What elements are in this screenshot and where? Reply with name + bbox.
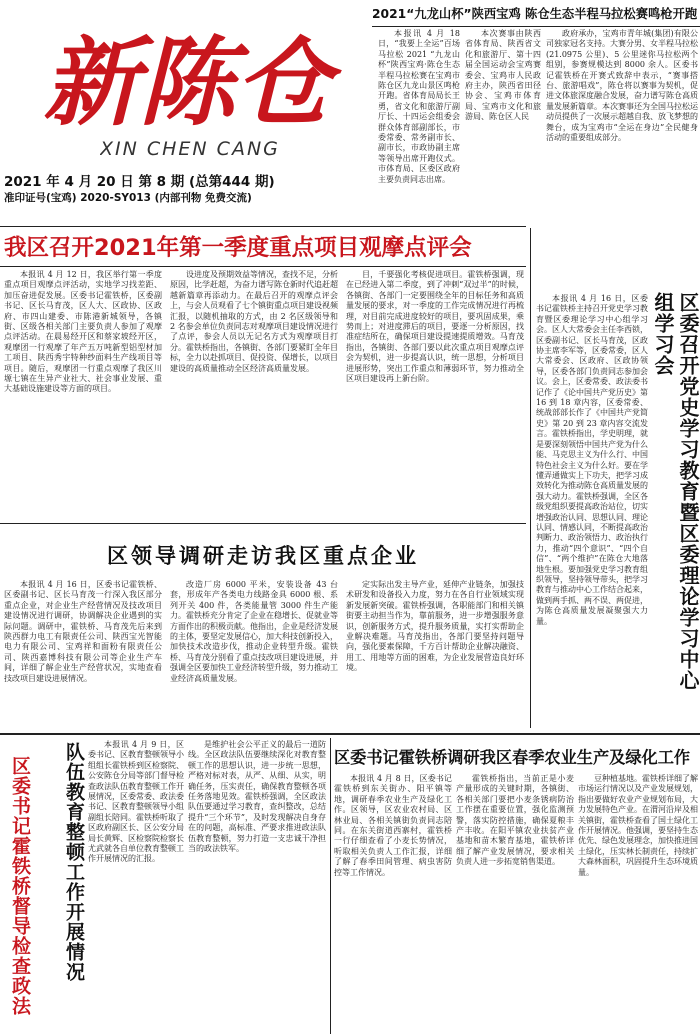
bottom-section-rule xyxy=(0,733,700,735)
farm-story-headline: 区委书记霍铁桥调研我区春季农业生产及绿化工作 xyxy=(334,748,691,767)
left-story-col-2: 是维护社会公平正义的最后一道防线。全区政法队伍要继续深化对教育整顿工作的思想认识，进一步统一思想，严格对标对表，从严、从细、从实，明确任务，压实责任，确保教育整顿各项任务落地见效。霍铁桥强调，全区政法队伍要通过学习教育，查纠整改，总结提升“三个环节”，及时发现解决自身存在的问题，高标准、严要求推进政法队伍教育整顿，努力打造一支忠诚干净担当的政法铁军。 xyxy=(188,740,326,854)
second-story-rule-top xyxy=(0,523,526,524)
right-column-divider xyxy=(530,228,531,728)
top-story-col-1: 本报讯 4 月 18 日，“我要上全运”百场马拉松 2021 “九龙山杯”陕西宝鸡·陈仓生态半程马拉松赛在宝鸡市陈仓区九龙山景区鸣枪开跑。省体育局局长王勇，省文化和旅游厅副厅长、十四运会组委会群众体育部副部长，市委常委、常务副市长、副市长，市政协副主席等领导出席开跑仪式。市体育局、区委区政府主要负责同志出席。 xyxy=(378,29,460,184)
main-headline-rule-top xyxy=(0,226,526,227)
farm-story-col-1: 本报讯 4 月 8 日，区委书记霍铁桥到东关街办、阳平镇等地，调研春季农业生产及绿化工作。区领导，区农业农村局、区林业局、各相关镇街负责同志陪同。在东关街道西寨村，霍铁桥一行仔细查看了小麦长势情况，听取相关负责人工作汇报，详细了解了春季田间管理、病虫害防控等工作情况。 xyxy=(334,774,452,877)
farm-story-divider xyxy=(330,738,331,1034)
main-headline-rule-bottom xyxy=(0,266,526,267)
main-story-headline: 我区召开2021年第一季度重点项目观摩点评会 xyxy=(4,235,472,261)
second-story-col-2: 改造厂房 6000 平米，安装设备 43 台套，形成年产各类电力线路金具 6000 根、系列开关 400 件，各类能量管 3000 件生产能力。霍铁桥充分肯定了企业在稳增长、促就业等方面作出的积极贡献。他指出，企业是经济发展的主体，要坚定发展信心，加大科技创新投入，加快技术改造步伐，推动企业转型升级。霍铁桥、马育茂分别看了重点技改项目建设进展，并强调全区要加快工业经济转型升级，努力推动工业经济高质量发展。 xyxy=(170,580,338,683)
masthead-pinyin: XIN CHEN CANG xyxy=(100,138,280,160)
left-story-headline-b: 队伍教育整顿工作开展情况 xyxy=(63,742,85,982)
left-story-headline-a: 区委书记霍铁桥督导检查政法 xyxy=(9,756,31,1016)
permit-line: 准印证号(宝鸡) 2020-SY013 (内部刊物 免费交流) xyxy=(4,192,252,204)
second-story-headline: 区领导调研走访我区重点企业 xyxy=(107,544,419,568)
masthead-title: 新陈仓 xyxy=(43,26,331,135)
second-story-col-1: 本报讯 4 月 16 日，区委书记霍铁桥、区委副书记、区长马育茂一行深入我区部分重点企业，对企业生产经营情况及技改项目建设情况进行调研，协调解决企业遇到的实际问题。调研中，霍铁桥、马育茂先后来到陕西群力电工有限责任公司、陕西宝光智能电力有限公司、宝鸡祥和面粉有限责任公司、陕西嘉博科技有限公司等企业生产车间，详细了解企业生产经营状况，实地查看技改项目建设进展情况。 xyxy=(4,580,162,683)
top-story-col-2: 本次赛事由陕西省体育局、陕西省文化和旅游厅、第十四届全国运动会宝鸡赛委会、宝鸡市人民政府主办，陕西省田径协会、宝鸡市体育局、宝鸡市文化和旅游局、陈仓区人民 xyxy=(465,29,541,122)
farm-story-col-2: 霍铁桥指出，当前正是小麦产量形成的关键时期，各镇街、各相关部门要把小麦条锈病防治工作摆在重要位置，强化监测预警，落实防控措施，确保夏粮丰产丰收。在阳平镇农业扶贫产业基地和苗木繁育基地，霍铁桥详细了解产业发展情况，要求相关负责人进一步拓宽销售渠道。 xyxy=(456,774,574,867)
main-story-col-1: 本报讯 4 月 12 日，我区举行第一季度重点项目观摩点评活动，实地学习找差距、加压奋进促发展。区委书记霍铁桥，区委副书记、区长马育茂，区人大、区政协、区政府、市四山建委、市陈港新城领导，各镇街、区级各相关部门主要负责人参加了观摩点评活动。在晨易经开区和蔡家坡经开区，观摩团一行观摩了年产五万吨新型铝型材加工项目、陕西秀宇特种纱面料生产线项目等项目。随后，观摩团一行重点观摩了我区川塬七镇在生异产业社大、社会事业发展、重大基础设施建设等方面的项目。 xyxy=(4,270,162,394)
second-story-col-3: 定实际出发主导产业，延伸产业链条，加强技术研发和设备投入力度，努力在各自行业领域实现新发展新突破。霍铁桥强调，各职能部门和相关镇街要主动担当作为，靠前服务，进一步增强服务意识，创新服务方式，提升服务质量，实打实帮助企业解决难题。马育茂指出，各部门要坚持问题导向，强化要素保障，千方百计帮助企业解决融资、用工、用地等方面的困难，为企业发展营造良好环境。 xyxy=(346,580,524,673)
top-story-col-3: 政府承办，宝鸡市青年城(集团)有限公司独家冠名支持。大赛分男、女半程马拉松(21.0975 公里)、5 公里迷你马拉松两个组别，参赛规模达到 8000 余人。区委书记霍铁桥在开赛式致辞中表示，“赛事搭台、旅游唱戏”，陈仓将以赛事为契机，促进文体旅深度融合发展，奋力谱写陈仓高质量发展新篇章。本次赛事还为全国马拉松运动员提供了一次展示超越自我、放飞梦想的舞台，成为宝鸡市“全运在身边”全民健身活动的重要组成部分。 xyxy=(546,29,698,143)
top-story-rule xyxy=(372,26,700,27)
main-story-col-2: 设进度及预期效益等情况，查找不足，分析原因，比学赶超，为奋力谱写陈仓新时代追赶超越新篇章再添动力。在最后召开的观摩点评会上，与会人员观看了七个镇街重点项目建设视频汇报，以随机抽取的方式，由 2 名区级领导和 2 名参会单位负责同志对观摩项目建设情况进行了点评，参会人员以无记名方式为观摩项目打分。霍铁桥指出，各镇街、各部门要紧盯全年目标，全力以赴抓项目、促投资、保增长，以项目建设的高质量推动全区经济高质量发展。 xyxy=(170,270,338,373)
masthead-title-art xyxy=(12,20,362,135)
right-story-headline: 区委召开党史学习教育暨区委理论学习中心组学习会 xyxy=(651,292,700,691)
main-story-col-3: 目，千要强化考核促进项目。霍铁桥强调，现在已经进入第二季度，到了冲刺“双过半”的时候，各镇街、各部门一定要围绕全年的目标任务和高质量发展的要求，对一季度的工作完成情况进行再梳理，对目前完成进度较好的项目，要巩固成果，乘势而上；对进度滞后的项目，要逐一分析原因，找准症结所在，确保项目建设提速提质增效。马育茂指出，各镇街、各部门要以此次重点项目观摩点评会为契机，进一步提高认识，统一思想，分析项目进展形势，突出工作重点和薄弱环节，努力推动全区项目建设再上新台阶。 xyxy=(346,270,524,384)
masthead xyxy=(0,0,372,215)
farm-story-col-3: 豆种植基地。霍铁桥详细了解市场运行情况以及产业发展规划，指出要做好农业产业规划布局，大力发展特色产业。在渭河沿岸及相关镇街，霍铁桥查看了国土绿化工作开展情况。他强调，要坚持生态优先、绿色发展理念，加快推进国土绿化，压实林长制责任，持续扩大森林面积，巩固提升生态环境质量。 xyxy=(578,774,698,877)
right-story-body: 本报讯 4 月 16 日，区委书记霍铁桥主持召开党史学习教育暨区委理论学习中心组学习会。区人大常委会主任李西锁，区委副书记、区长马育茂，区政协主席李军等，区委常委，区人大常委会、区政府、区政协领导，区委各部门负责同志参加会议。会上，区委常委、政法委书记作了《论中国共产党历史》第 16 到 18 章内容，区委常委、统战部部长作了《中国共产党简史》第 20 到 23 章内容交流发言。霍铁桥指出，学史明理，就是要深刻领悟中国共产党为什么能、马克思主义为什么行、中国特色社会主义为什么好。要在学懂弄通做实上下功夫，把学习成效转化为推动陈仓高质量发展的强大动力。霍铁桥强调，全区各级党组织要提高政治站位，切实增强政治认同、思想认同、理论认同、情感认同，不断提高政治判断力、政治领悟力、政治执行力，推动“四个意识”、“四个自信”、“两个维护”在陈仓大地落地生根。要加强党史学习教育组织领导，坚持领导带头，把学习教育与推动中心工作结合起来，做到两手抓、两不误、两促进，为陈仓高质量发展凝聚强大力量。 xyxy=(536,294,648,626)
top-story-headline: 2021“九龙山杯”陕西宝鸡 陈仓生态半程马拉松赛鸣枪开跑 xyxy=(372,7,698,21)
issue-line: 2021 年 4 月 20 日 第 8 期 (总第444 期) xyxy=(4,174,275,188)
left-story-col-1: 本报讯 4 月 9 日，区委书记、区教育整顿领导小组组长霍铁桥到区检察院、公安陈仓分局等部门督导检查政法队伍教育整顿工作开展情况，区委常委、政法委书记、区教育整顿领导小组副组长陪同。霍铁桥听取了区政府副区长、区公安分局局长黄辉、区检察院检察长尤武就各自单位教育整顿工作开展情况的汇报。 xyxy=(88,740,184,864)
